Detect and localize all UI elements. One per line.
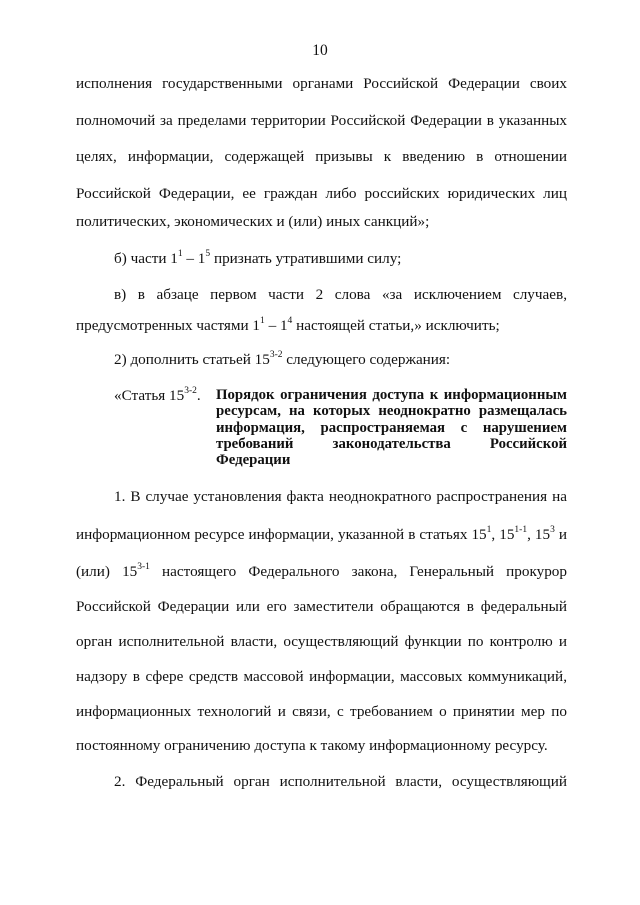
page-number: 10 [312, 42, 328, 59]
text-run: признать утратившими силу; [210, 250, 402, 267]
item-b [114, 249, 567, 269]
text-line: полномочий за пределами территории Российской Федерации в указанных [76, 112, 567, 129]
superscript: 5 [205, 248, 211, 259]
superscript: 3-2 [184, 385, 197, 396]
paragraph-2-line: 2. Федеральный орган исполнительной власти, осуществляющий [114, 773, 567, 790]
article-number [114, 386, 201, 406]
article-title [216, 387, 567, 468]
text-line: целях, информации, содержащей призывы к введению в отношении [76, 148, 567, 165]
paragraph-1-line: орган исполнительной власти, осуществляющий функции по контролю и [76, 633, 567, 650]
text-run: настоящей статьи,» исключить; [292, 317, 500, 334]
superscript: 1-1 [514, 525, 528, 535]
text-run: настоящего Федерального закона, Генеральный прокурор [149, 563, 567, 580]
text-run: информационном ресурсе информации, указанной в статьях 15 [76, 526, 487, 543]
text-run: предусмотренных частями 1 [76, 317, 261, 334]
text-run: – 1 [264, 317, 288, 334]
text-run: . [196, 387, 201, 404]
text-run: 2) дополнить статьей 15 [114, 351, 270, 368]
paragraph-1-line: постоянному ограничению доступа к такому информационному ресурсу. [76, 737, 548, 754]
text-run: , 15 [491, 526, 515, 543]
text-line: Российской Федерации, ее граждан либо российских юридических лиц [76, 185, 567, 202]
article-title-line: Федерации [216, 452, 291, 469]
article-title-line: требований законодательства Российской [216, 435, 567, 452]
article-title-line: информация, распространяемая с нарушением [216, 419, 567, 436]
text-line: политических, экономических и (или) иных санкций»; [76, 213, 430, 230]
superscript: 3-1 [137, 562, 150, 572]
paragraph-1-line: надзору в сфере средств массовой информации, массовых коммуникаций, [76, 668, 567, 685]
superscript: 1 [486, 525, 492, 535]
paragraph-1-line [76, 562, 567, 582]
paragraph-1-line: 1. В случае установления факта неоднократного распространения на [114, 488, 567, 505]
text-run: следующего содержания: [282, 351, 451, 368]
text-run: «Статья 15 [114, 387, 185, 404]
paragraph-1-line [76, 525, 567, 545]
superscript: 1 [260, 315, 265, 326]
superscript: 4 [287, 315, 293, 326]
superscript: 3-2 [269, 349, 283, 360]
item-v: в) в абзаце первом части 2 слова «за исключением случаев, [114, 286, 567, 303]
article-title-line: Порядок ограничения доступа к информационным [216, 387, 567, 403]
superscript: 3 [550, 525, 555, 535]
text-run: б) части 1 [114, 250, 178, 267]
text-run: – 1 [182, 250, 206, 267]
text-run: , 15 [527, 526, 551, 543]
item-2 [114, 350, 567, 370]
article-title-line: ресурсам, на которых неоднократно размещалась [216, 403, 567, 420]
text-run: и [554, 526, 567, 543]
text-line [76, 316, 567, 336]
paragraph-1-line: информационных технологий и связи, с требованием о принятии мер по [76, 703, 567, 720]
paragraph-1-line: Российской Федерации или его заместители обращаются в федеральный [76, 598, 567, 615]
text-line: исполнения государственными органами Российской Федерации своих [76, 75, 567, 92]
superscript: 1 [177, 248, 183, 259]
text-run: (или) 15 [76, 563, 138, 580]
